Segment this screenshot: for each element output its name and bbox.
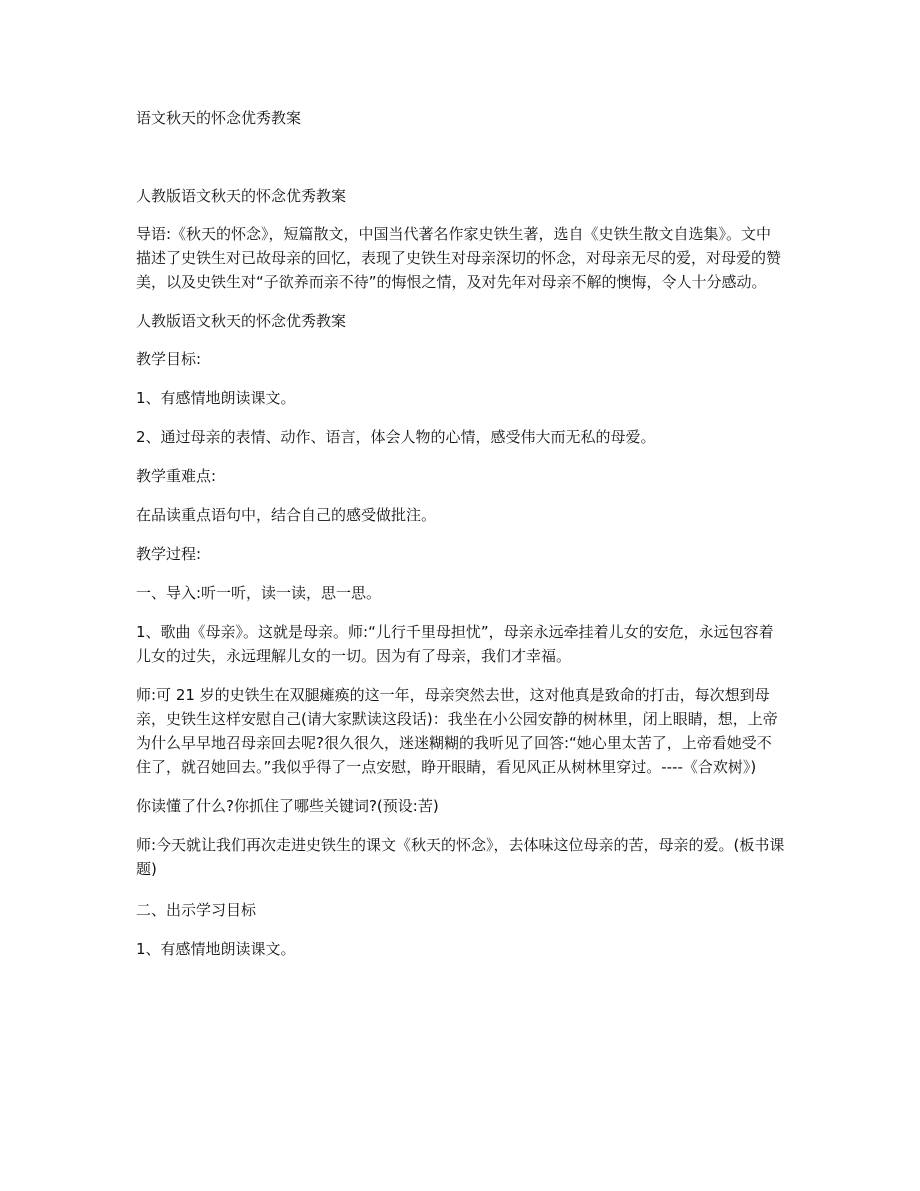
process-paragraph: 1、歌曲《母亲》。这就是母亲。师:“儿行千里母担忧”，母亲永远牵挂着儿女的安危，永远包容着儿女的过失，永远理解儿女的一切。因为有了母亲，我们才幸福。 [136,623,774,665]
process-step-heading: 二、出示学习目标 [136,901,257,919]
goal-item: 1、有感情地朗读课文。 [136,940,296,958]
goal-item: 1、有感情地朗读课文。 [136,389,296,407]
label-key-points: 教学重难点: [136,467,217,485]
process-paragraph: 你读懂了什么?你抓住了哪些关键词?(预设:苦) [136,797,439,815]
section-heading: 人教版语文秋天的怀念优秀教案 [136,312,347,330]
intro-paragraph: 导语:《秋天的怀念》，短篇散文，中国当代著名作家史铁生著，选自《史铁生散文自选集》。文中描述了史铁生对已故母亲的回忆，表现了史铁生对母亲深切的怀念，对母亲无尽的爱，对母爱的赞美，以及史铁生对“子欲养而亲不待”的悔恨之情，及对先年对母亲不解的懊悔，令人十分感动。 [136,225,782,291]
process-paragraph: 师:今天就让我们再次走进史铁生的课文《秋天的怀念》，去体味这位母亲的苦，母亲的爱。(板书课题) [136,836,785,878]
key-points-text: 在品读重点语句中，结合自己的感受做批注。 [136,506,437,524]
goal-item: 2、通过母亲的表情、动作、语言，体会人物的心情，感受伟大而无私的母爱。 [136,428,656,446]
process-paragraph: 师:可 21 岁的史铁生在双腿瘫痪的这一年，母亲突然去世，这对他真是致命的打击，每次想到母亲，史铁生这样安慰自己(请大家默读这段话)：我坐在小公园安静的树林里，闭上眼睛，想，上帝为什么早早地召母亲回去呢?很久很久，迷迷糊糊的我听见了回答:“她心里太苦了，上帝看她受不住了，就召她回去。”我似乎得了一点安慰，睁开眼睛，看见风正从树林里穿过。----《合欢树》) [136,686,778,776]
document-body [136,184,786,976]
document-title: 语文秋天的怀念优秀教案 [136,109,302,127]
section-heading: 人教版语文秋天的怀念优秀教案 [136,187,347,205]
label-teaching-process: 教学过程: [136,545,202,563]
process-step-heading: 一、导入:听一听，读一读，思一思。 [136,584,382,602]
label-teaching-goals: 教学目标: [136,350,202,368]
